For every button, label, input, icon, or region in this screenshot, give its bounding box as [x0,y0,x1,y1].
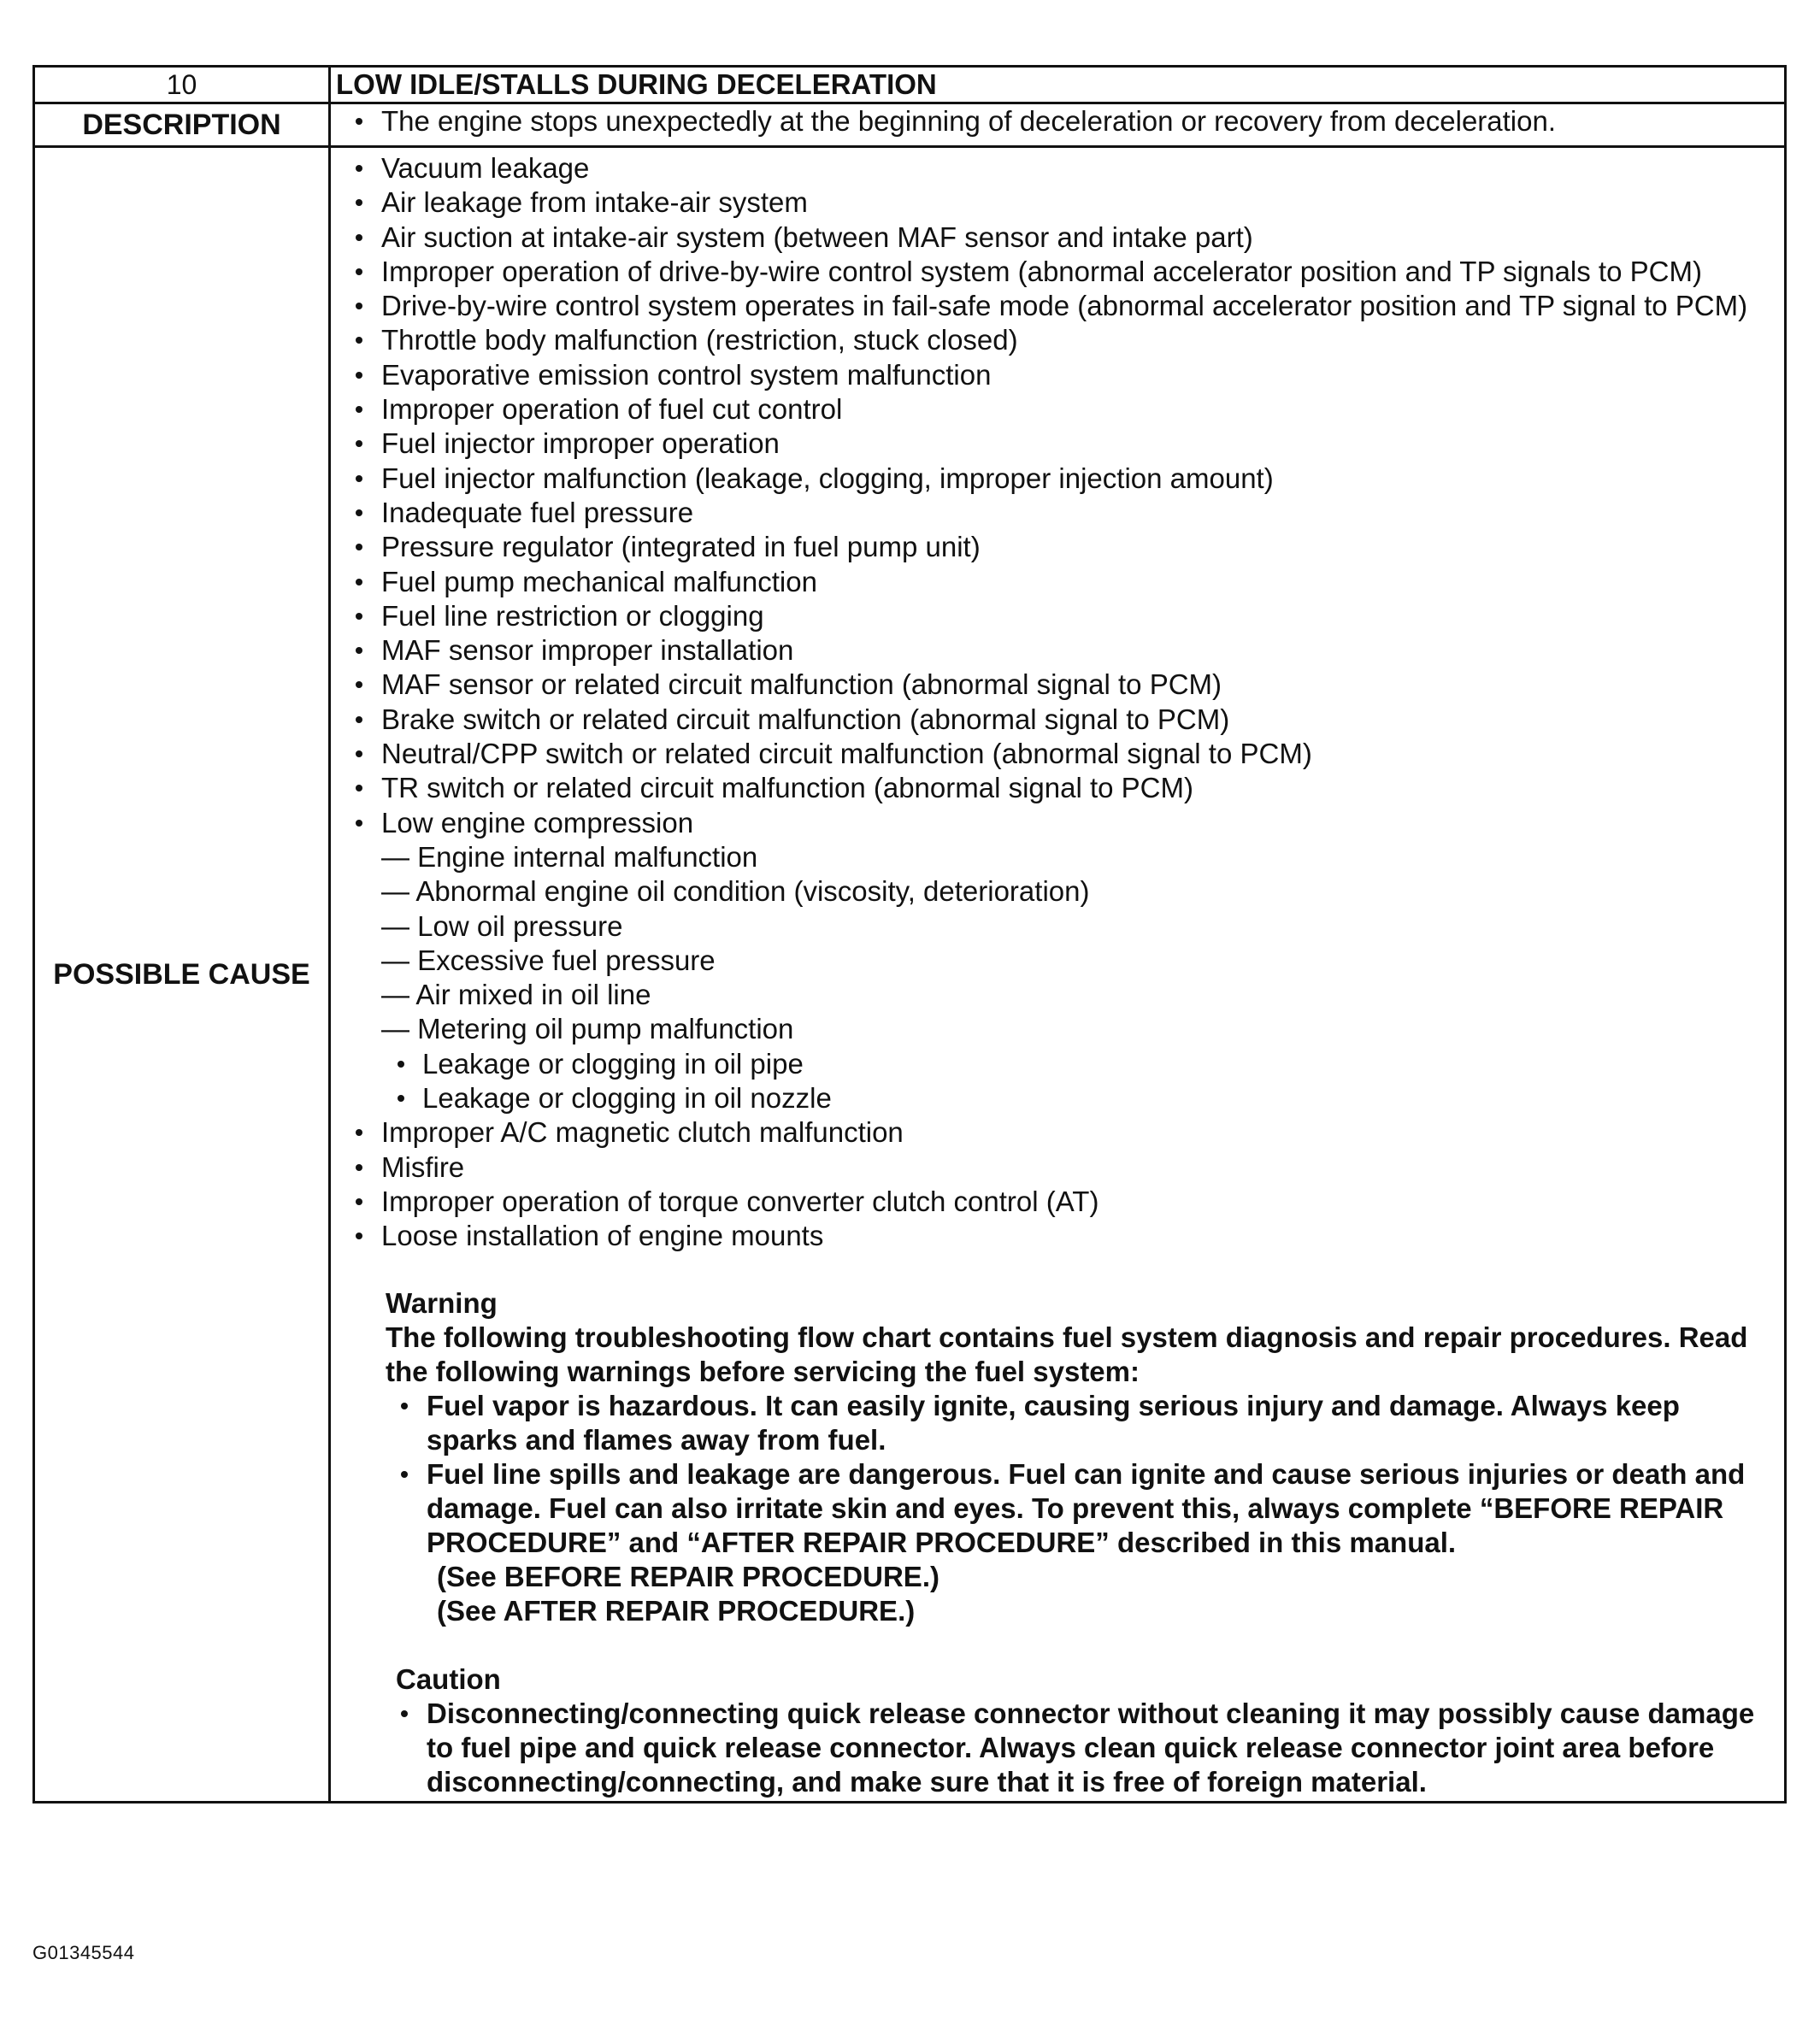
description-cell [330,103,1786,147]
list-item: Improper operation of fuel cut control [341,392,1772,427]
symptom-number: 10 [34,67,330,103]
symptom-title: LOW IDLE/STALLS DURING DECELERATION [330,67,1786,103]
list-item: Air suction at intake-air system (between MAF sensor and intake part) [341,221,1772,255]
cause-list-continued [341,1115,1772,1253]
pump-sub-item: Leakage or clogging in oil pipe [341,1047,1772,1081]
compression-sub-item: — Low oil pressure [381,909,623,942]
list-item: Fuel line restriction or clogging [341,599,1772,633]
compression-sub-item: — Engine internal malfunction [381,840,758,873]
description-row [34,103,1786,147]
diagnostic-table [32,65,1787,1803]
compression-sub-item: — Abnormal engine oil condition (viscosity, deterioration) [381,875,1090,908]
list-item: Improper operation of torque converter clutch control (AT) [341,1185,1772,1219]
list-item: Loose installation of engine mounts [341,1219,1772,1253]
warning-intro: The following troubleshooting flow chart contains fuel system diagnosis and repair procedures. Read the following warnings before servicing the fuel system: [386,1321,1748,1387]
description-list [341,104,1772,138]
see-after-repair: (See AFTER REPAIR PROCEDURE.) [437,1594,916,1627]
possible-cause-cell [330,147,1786,1803]
caution-block [341,1662,1772,1799]
list-item: Air leakage from intake-air system [341,185,1772,220]
list-item: Fuel pump mechanical malfunction [341,565,1772,599]
list-item: Vacuum leakage [341,151,1772,185]
cause-list [341,151,1772,840]
description-label: DESCRIPTION [34,103,330,147]
list-item: Inadequate fuel pressure [341,496,1772,530]
header-row [34,67,1786,103]
list-item: Fuel injector improper operation [341,427,1772,461]
list-item: Improper operation of drive-by-wire control system (abnormal accelerator position and TP signals to PCM) [341,255,1772,289]
list-item: Low engine compression [341,806,1772,840]
description-text: The engine stops unexpectedly at the beginning of deceleration or recovery from deceleration. [341,104,1772,138]
list-item: Fuel injector malfunction (leakage, clogging, improper injection amount) [341,462,1772,496]
list-item: MAF sensor or related circuit malfunction (abnormal signal to PCM) [341,668,1772,702]
warning-block [341,1286,1772,1628]
possible-cause-label: POSSIBLE CAUSE [34,147,330,1803]
list-item: Drive-by-wire control system operates in fail-safe mode (abnormal accelerator position and TP signal to PCM) [341,289,1772,323]
list-item: Improper A/C magnetic clutch malfunction [341,1115,1772,1150]
caution-list [341,1697,1772,1799]
warning-item: Fuel vapor is hazardous. It can easily ignite, causing serious injury and damage. Always keep sparks and flames away from fuel. [341,1389,1772,1457]
warning-list [341,1389,1772,1560]
see-before-repair: (See BEFORE REPAIR PROCEDURE.) [437,1560,939,1592]
pump-sub-item: Leakage or clogging in oil nozzle [341,1081,1772,1115]
caution-item: Disconnecting/connecting quick release connector without cleaning it may possibly cause damage to fuel pipe and quick release connector. Always clean quick release connector joint area before disconnecting/connecting, and make sure that it is free of foreign material. [341,1697,1772,1799]
figure-code: G01345544 [32,1942,135,1963]
list-item: Misfire [341,1150,1772,1185]
list-item: Brake switch or related circuit malfunction (abnormal signal to PCM) [341,703,1772,737]
list-item: TR switch or related circuit malfunction (abnormal signal to PCM) [341,771,1772,805]
possible-cause-row [34,147,1786,1803]
warning-item: Fuel line spills and leakage are dangerous. Fuel can ignite and cause serious injuries or death and damage. Fuel can also irritate skin and eyes. To prevent this, always complete “BEFORE REPAIR PROCEDURE” and “AFTER REPAIR PROCEDURE” described in this manual. [341,1457,1772,1560]
list-item: Evaporative emission control system malfunction [341,358,1772,392]
compression-sub-item: — Excessive fuel pressure [381,944,716,976]
list-item: Pressure regulator (integrated in fuel pump unit) [341,530,1772,564]
list-item: Neutral/CPP switch or related circuit malfunction (abnormal signal to PCM) [341,737,1772,771]
compression-sub-item: — Metering oil pump malfunction [381,1013,794,1045]
compression-sub-item: — Air mixed in oil line [381,979,651,1011]
list-item: MAF sensor improper installation [341,633,1772,668]
list-item: Throttle body malfunction (restriction, stuck closed) [341,323,1772,357]
caution-heading: Caution [396,1662,501,1695]
warning-heading: Warning [386,1286,498,1319]
